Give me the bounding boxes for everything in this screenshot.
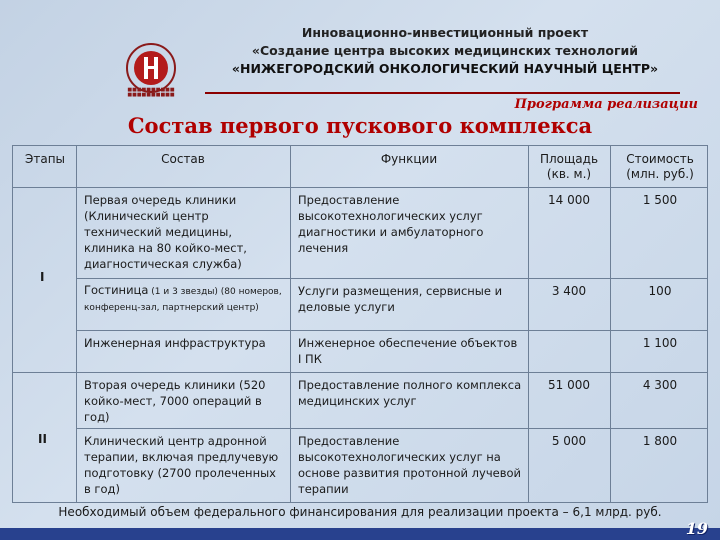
row5-area: 5 000 — [551, 434, 587, 448]
page-title: Состав первого пускового комплекса — [127, 113, 593, 138]
header-rule — [205, 92, 680, 94]
col-divider — [528, 145, 529, 503]
row-divider — [76, 278, 708, 279]
header-line3: «НИЖЕГОРОДСКИЙ ОНКОЛОГИЧЕСКИЙ НАУЧНЫЙ ЦЕНТР» — [231, 61, 659, 76]
row3-composition: Инженерная инфраструктура — [84, 336, 266, 350]
col-divider — [290, 145, 291, 503]
row3-functions: Инженерное обеспечение объектов I ПК — [298, 336, 518, 366]
row3-cost: 1 100 — [642, 336, 678, 350]
col-header-cost: Стоимость (млн. руб.) — [626, 152, 694, 181]
header-line1: Инновационно-инвестиционный проект — [301, 25, 589, 40]
logo-caption: ■■■■■■■■■■ ■■■■■■■■■■ — [127, 87, 175, 98]
row5-functions: Предоставление высокотехнологических услуг на основе развития протонной лучевой терапии — [298, 434, 521, 496]
row4-cost: 4 300 — [642, 378, 678, 392]
bottom-bar — [0, 528, 720, 540]
col-header-functions: Функции — [380, 152, 438, 166]
row2-functions: Услуги размещения, сервисные и деловые услуги — [298, 284, 503, 314]
row4-composition: Вторая очередь клиники (520 койко-мест, 7000 операций в год) — [84, 378, 266, 424]
row2-cost: 100 — [648, 284, 672, 298]
program-label: Программа реализации — [514, 97, 698, 112]
row2-composition-main: Гостиница — [84, 283, 149, 297]
stage-label-2: II — [38, 432, 47, 446]
funding-footer: Необходимый объем федерального финансирования для реализации проекта – 6,1 млрд. руб. — [58, 505, 662, 519]
row2-composition — [84, 283, 284, 315]
stage-label-1: I — [40, 270, 45, 284]
row1-cost: 1 500 — [642, 193, 678, 207]
col-header-area: Площадь (кв. м.) — [539, 152, 599, 181]
row4-area: 51 000 — [548, 378, 590, 392]
row5-cost: 1 800 — [642, 434, 678, 448]
col-divider — [76, 145, 77, 503]
project-header — [220, 24, 670, 78]
row1-area: 14 000 — [548, 193, 590, 207]
row1-functions: Предоставление высокотехнологических услуг диагностики и амбулаторного лечения — [298, 193, 484, 255]
header-line2: «Создание центра высоких медицинских технологий — [251, 43, 639, 58]
row-divider — [76, 428, 708, 429]
row5-composition: Клинический центр адронной терапии, включая предлучевую подготовку (2700 пролеченных в год) — [84, 434, 279, 496]
row2-area: 3 400 — [551, 284, 587, 298]
row4-functions: Предоставление полного комплекса медицинских услуг — [298, 378, 522, 408]
col-divider — [610, 145, 611, 503]
row-divider — [12, 187, 708, 188]
page-number: 19 — [685, 519, 708, 538]
row-divider — [76, 330, 708, 331]
row1-composition: Первая очередь клиники (Клинический центр технический медицины, клиника на 80 койко-мест, диагностическая служба) — [84, 193, 247, 271]
row-divider — [12, 372, 708, 373]
row2-composition-detail: (1 и 3 звезды) (80 номеров, конференц-зал, партнерский центр) — [84, 287, 282, 313]
col-header-stages: Этапы — [24, 152, 66, 166]
col-header-composition: Состав — [161, 152, 205, 166]
